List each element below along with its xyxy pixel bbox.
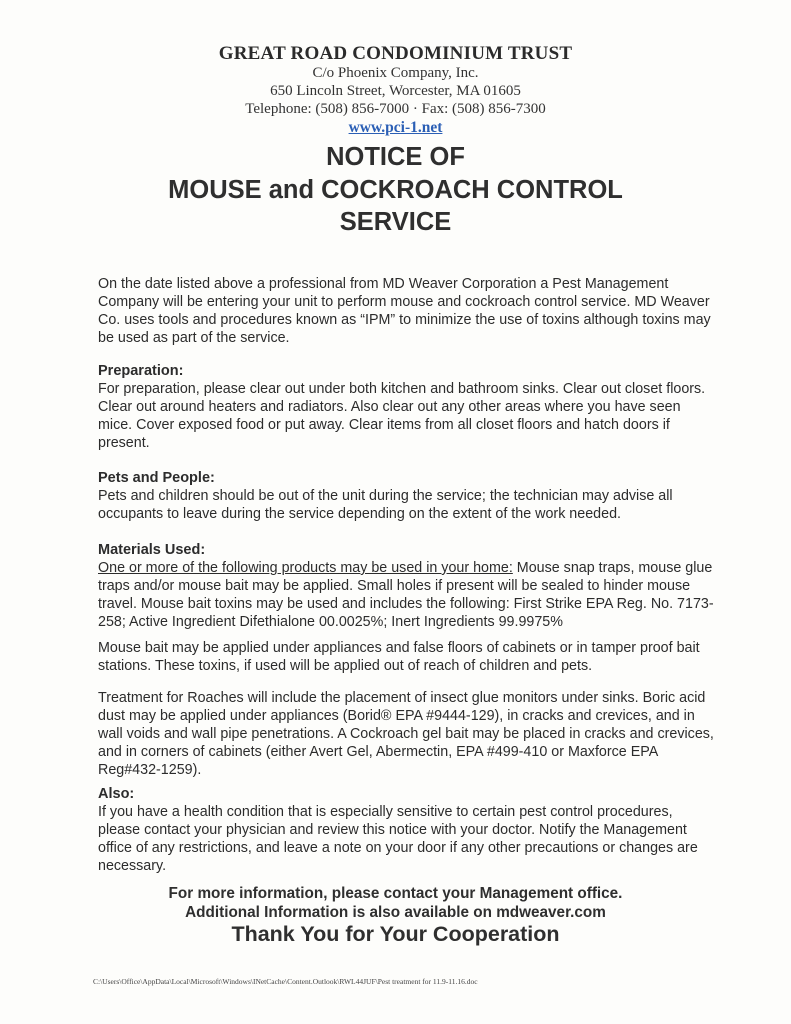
also-heading: Also: [98, 786, 135, 802]
organization-name: GREAT ROAD CONDOMINIUM TRUST [218, 43, 573, 64]
also-section [98, 785, 718, 875]
materials-section [98, 541, 718, 631]
title-line-2: MOUSE and COCKROACH CONTROL [168, 176, 623, 204]
pets-section [98, 469, 718, 523]
closing-thank-you: Thank You for Your Cooperation [231, 922, 560, 946]
preparation-heading: Preparation: [98, 363, 184, 379]
care-of-line: C/o Phoenix Company, Inc. [312, 65, 479, 81]
title-line-1: NOTICE OF [326, 143, 465, 171]
intro-paragraph: On the date listed above a professional from MD Weaver Corporation a Pest Management Company will be entering your unit to perform mouse and cockroach control service. MD Weaver Co. uses tools and procedures known as “IPM” to minimize the use of toxins although toxins may be used as part of the service. [98, 276, 711, 346]
pets-heading: Pets and People: [98, 470, 215, 486]
bait-paragraph: Mouse bait may be applied under appliances and false floors of cabinets or in tamper proof bait stations. These toxins, if used will be applied out of reach of children and pets. [98, 640, 700, 674]
closing-line-1: For more information, please contact your Management office. [168, 885, 623, 902]
roach-section [98, 689, 718, 779]
materials-heading: Materials Used: [98, 542, 206, 558]
intro-section [98, 275, 718, 347]
closing-line-2: Additional Information is also available on mdweaver.com [185, 904, 606, 921]
materials-text: Mouse snap traps, mouse glue traps and/or mouse bait may be applied. Small holes if present will be sealed to hinder mouse travel. Mouse bait toxins may be used and includes the following: First Strike EPA Reg. No. 7173-258; Active Ingredient Difethialone 00.0025%; Inert Ingredients 99.9975% [98, 560, 714, 630]
phone-fax-line: Telephone: (508) 856-7000 · Fax: (508) 856-7300 [245, 101, 546, 117]
address-line: 650 Lincoln Street, Worcester, MA 01605 [270, 83, 521, 99]
preparation-paragraph: For preparation, please clear out under both kitchen and bathroom sinks. Clear out closet floors. Clear out around heaters and radiators. Also clear out any other areas where you have seen mice. Cover exposed food or put away. Clear items from all closet floors and hatch doors if present. [98, 381, 706, 451]
title-line-3: SERVICE [339, 208, 452, 236]
footer-file-path: C:\Users\Office\AppData\Local\Microsoft\Windows\INetCache\Content.Outlook\RWL44JUF\Pest treatment for 11.9-11.16.doc [93, 977, 478, 986]
pets-paragraph: Pets and children should be out of the unit during the service; the technician may advise all occupants to leave during the service depending on the extent of the work needed. [98, 488, 673, 522]
materials-paragraph [98, 559, 718, 631]
bait-section [98, 639, 718, 675]
also-paragraph: If you have a health condition that is especially sensitive to certain pest control procedures, please contact your physician and review this notice with your doctor. Notify the Management office of any restrictions, and leave a note on your door if any other precautions or changes are necessary. [98, 804, 698, 874]
website-link-row [0, 119, 791, 137]
website-link[interactable]: www.pci-1.net [348, 119, 443, 136]
roach-paragraph: Treatment for Roaches will include the placement of insect glue monitors under sinks. Boric acid dust may be applied under appliances (Borid® EPA #9444-129), in cracks and crevices, and in wall voids and wall pipe penetrations. A Cockroach gel bait may be placed in cracks and crevices, and in corners of cabinets (either Avert Gel, Abermectin, EPA #499-410 or Maxforce EPA Reg#432-1259). [98, 690, 714, 778]
preparation-section [98, 362, 718, 452]
materials-underlined-lead: One or more of the following products may be used in your home: [98, 560, 513, 576]
